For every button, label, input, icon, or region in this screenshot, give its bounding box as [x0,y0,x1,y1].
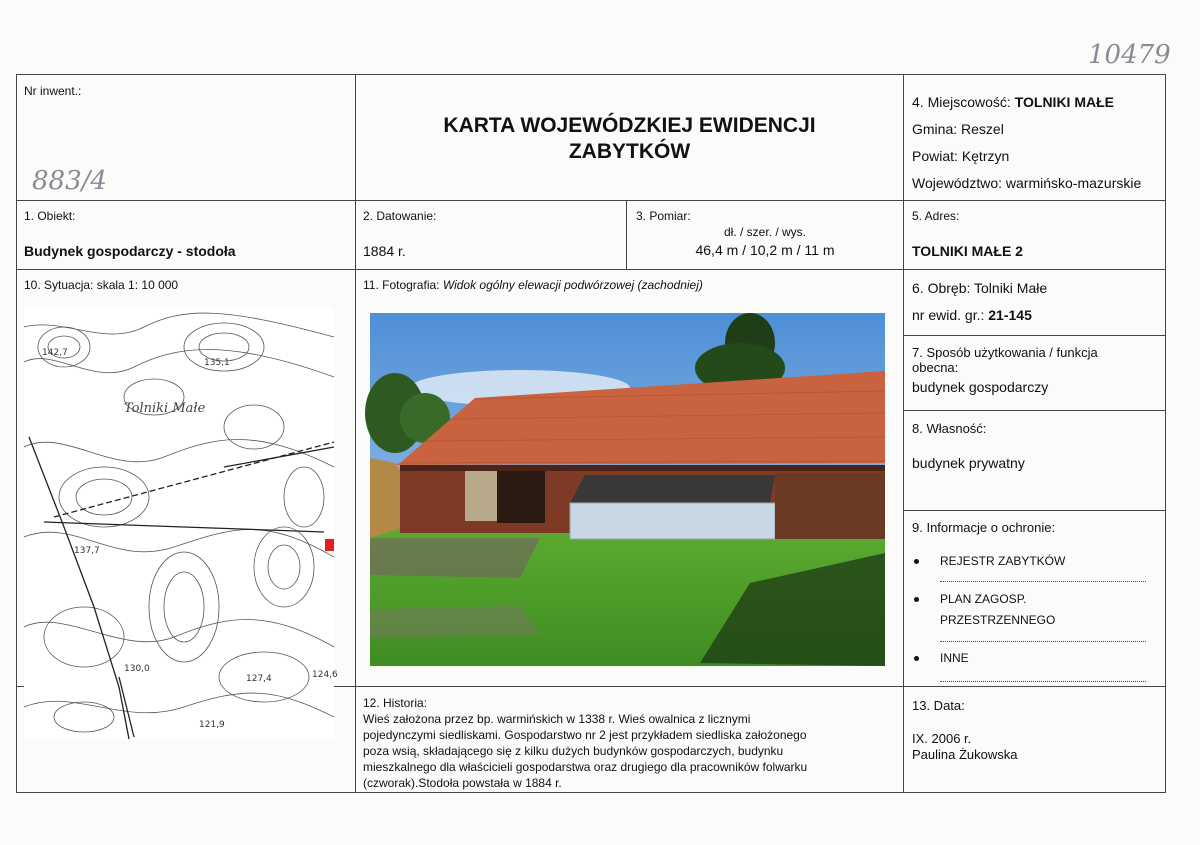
locality-field: 4. Miejscowość: TOLNIKI MAŁE [912,94,1114,110]
photo-label: 11. Fotografia: Widok ogólny elewacji podwórzowej (zachodniej) [363,278,703,292]
date-value: IX. 2006 r. [912,731,972,746]
bullet-icon [914,559,919,564]
ownership-label: 8. Własność: [912,421,987,436]
history-line: poza wsią, składającego się z kilku dużych budynków gospodarczych, budynku [363,744,784,758]
map-place-name: Tolniki Małe [124,401,206,416]
protection-item-registry: REJESTR ZABYTKÓW [940,554,1066,568]
dotted-line [940,680,1146,682]
object-value: Budynek gospodarczy - stodoła [24,243,236,259]
history-line: mieszkalnego dla właścicieli gospodarstwa oraz drugiego dla pracowników folwarku [363,760,808,774]
usage-value: budynek gospodarczy [912,379,1049,395]
map-height-2: 135,1 [204,358,230,368]
protection-label: 9. Informacje o ochronie: [912,520,1056,535]
measurement-label: 3. Pomiar: [636,209,691,223]
protection-item-other: INNE [940,651,969,665]
handwritten-number: 10479 [1088,40,1171,70]
author-value: Paulina Żukowska [912,747,1018,762]
dotted-line [940,640,1146,642]
usage-label: 7. Sposób użytkowania / funkcja obecna: [912,345,1098,375]
registry-field: nr ewid. gr.: 21-145 [912,307,1032,323]
card-title: KARTA WOJEWÓDZKIEJ EWIDENCJI ZABYTKÓW [443,114,816,163]
protection-item-plan: PLAN ZAGOSP. [940,592,1027,606]
date-label: 13. Data: [912,698,965,713]
measurement-value: 46,4 m / 10,2 m / 11 m [695,242,835,258]
address-value: TOLNIKI MAŁE 2 [912,243,1023,259]
map-height-1: 142,7 [42,348,68,358]
handwritten-inventory-number: 883/4 [32,166,107,196]
history-line: Wieś założona przez bp. warmińskich w 1338 r. Wieś owalnica z licznymi [363,712,751,726]
powiat-field: Powiat: Kętrzyn [912,148,1010,164]
object-label: 1. Obiekt: [24,209,76,223]
map-height-7: 127,4 [246,674,272,684]
map-height-6: 121,9 [199,720,225,730]
wojewodztwo-field: Województwo: warmińsko-mazurskie [912,175,1142,191]
situation-map [24,307,338,739]
gmina-field: Gmina: Reszel [912,121,1004,137]
dating-label: 2. Datowanie: [363,209,437,223]
history-line: (czworak).Stodoła powstała w 1884 r. [363,776,562,790]
inventory-label: Nr inwent.: [24,84,82,98]
dating-value: 1884 r. [363,243,406,259]
bullet-icon [914,656,919,661]
bullet-icon [914,597,919,602]
barn-photo [370,313,885,666]
map-height-5: 124,6 [312,670,338,680]
address-label: 5. Adres: [912,209,960,223]
protection-item-plan-cont: PRZESTRZENNEGO [940,613,1056,627]
history-block: 12. Historia: Wieś założona przez bp. warmińskich w 1338 r. Wieś owalnica z licznymi pojedynczymi siedliskami. Gospodarstwo nr 2 jest przykładem siedliska założonego poza wsią, składającego się z kilku dużych budynków gospodarczych, budynku mieszkalnego dla właścicieli gospodarstwa oraz drugiego dla pracowników folwarku (czworak).Stodoła powstała w 1884 r. [363,695,899,791]
map-height-4: 130,0 [124,664,150,674]
map-height-3: 137,7 [74,546,100,556]
history-line: pojedynczymi siedliskami. Gospodarstwo nr 2 jest przykładem siedliska założonego [363,728,807,742]
dotted-line [940,580,1146,582]
situation-label: 10. Sytuacja: skala 1: 10 000 [24,278,179,292]
measurement-units: dł. / szer. / wys. [723,225,807,239]
precinct-field: 6. Obręb: Tolniki Małe [912,280,1048,296]
ownership-value: budynek prywatny [912,455,1025,471]
